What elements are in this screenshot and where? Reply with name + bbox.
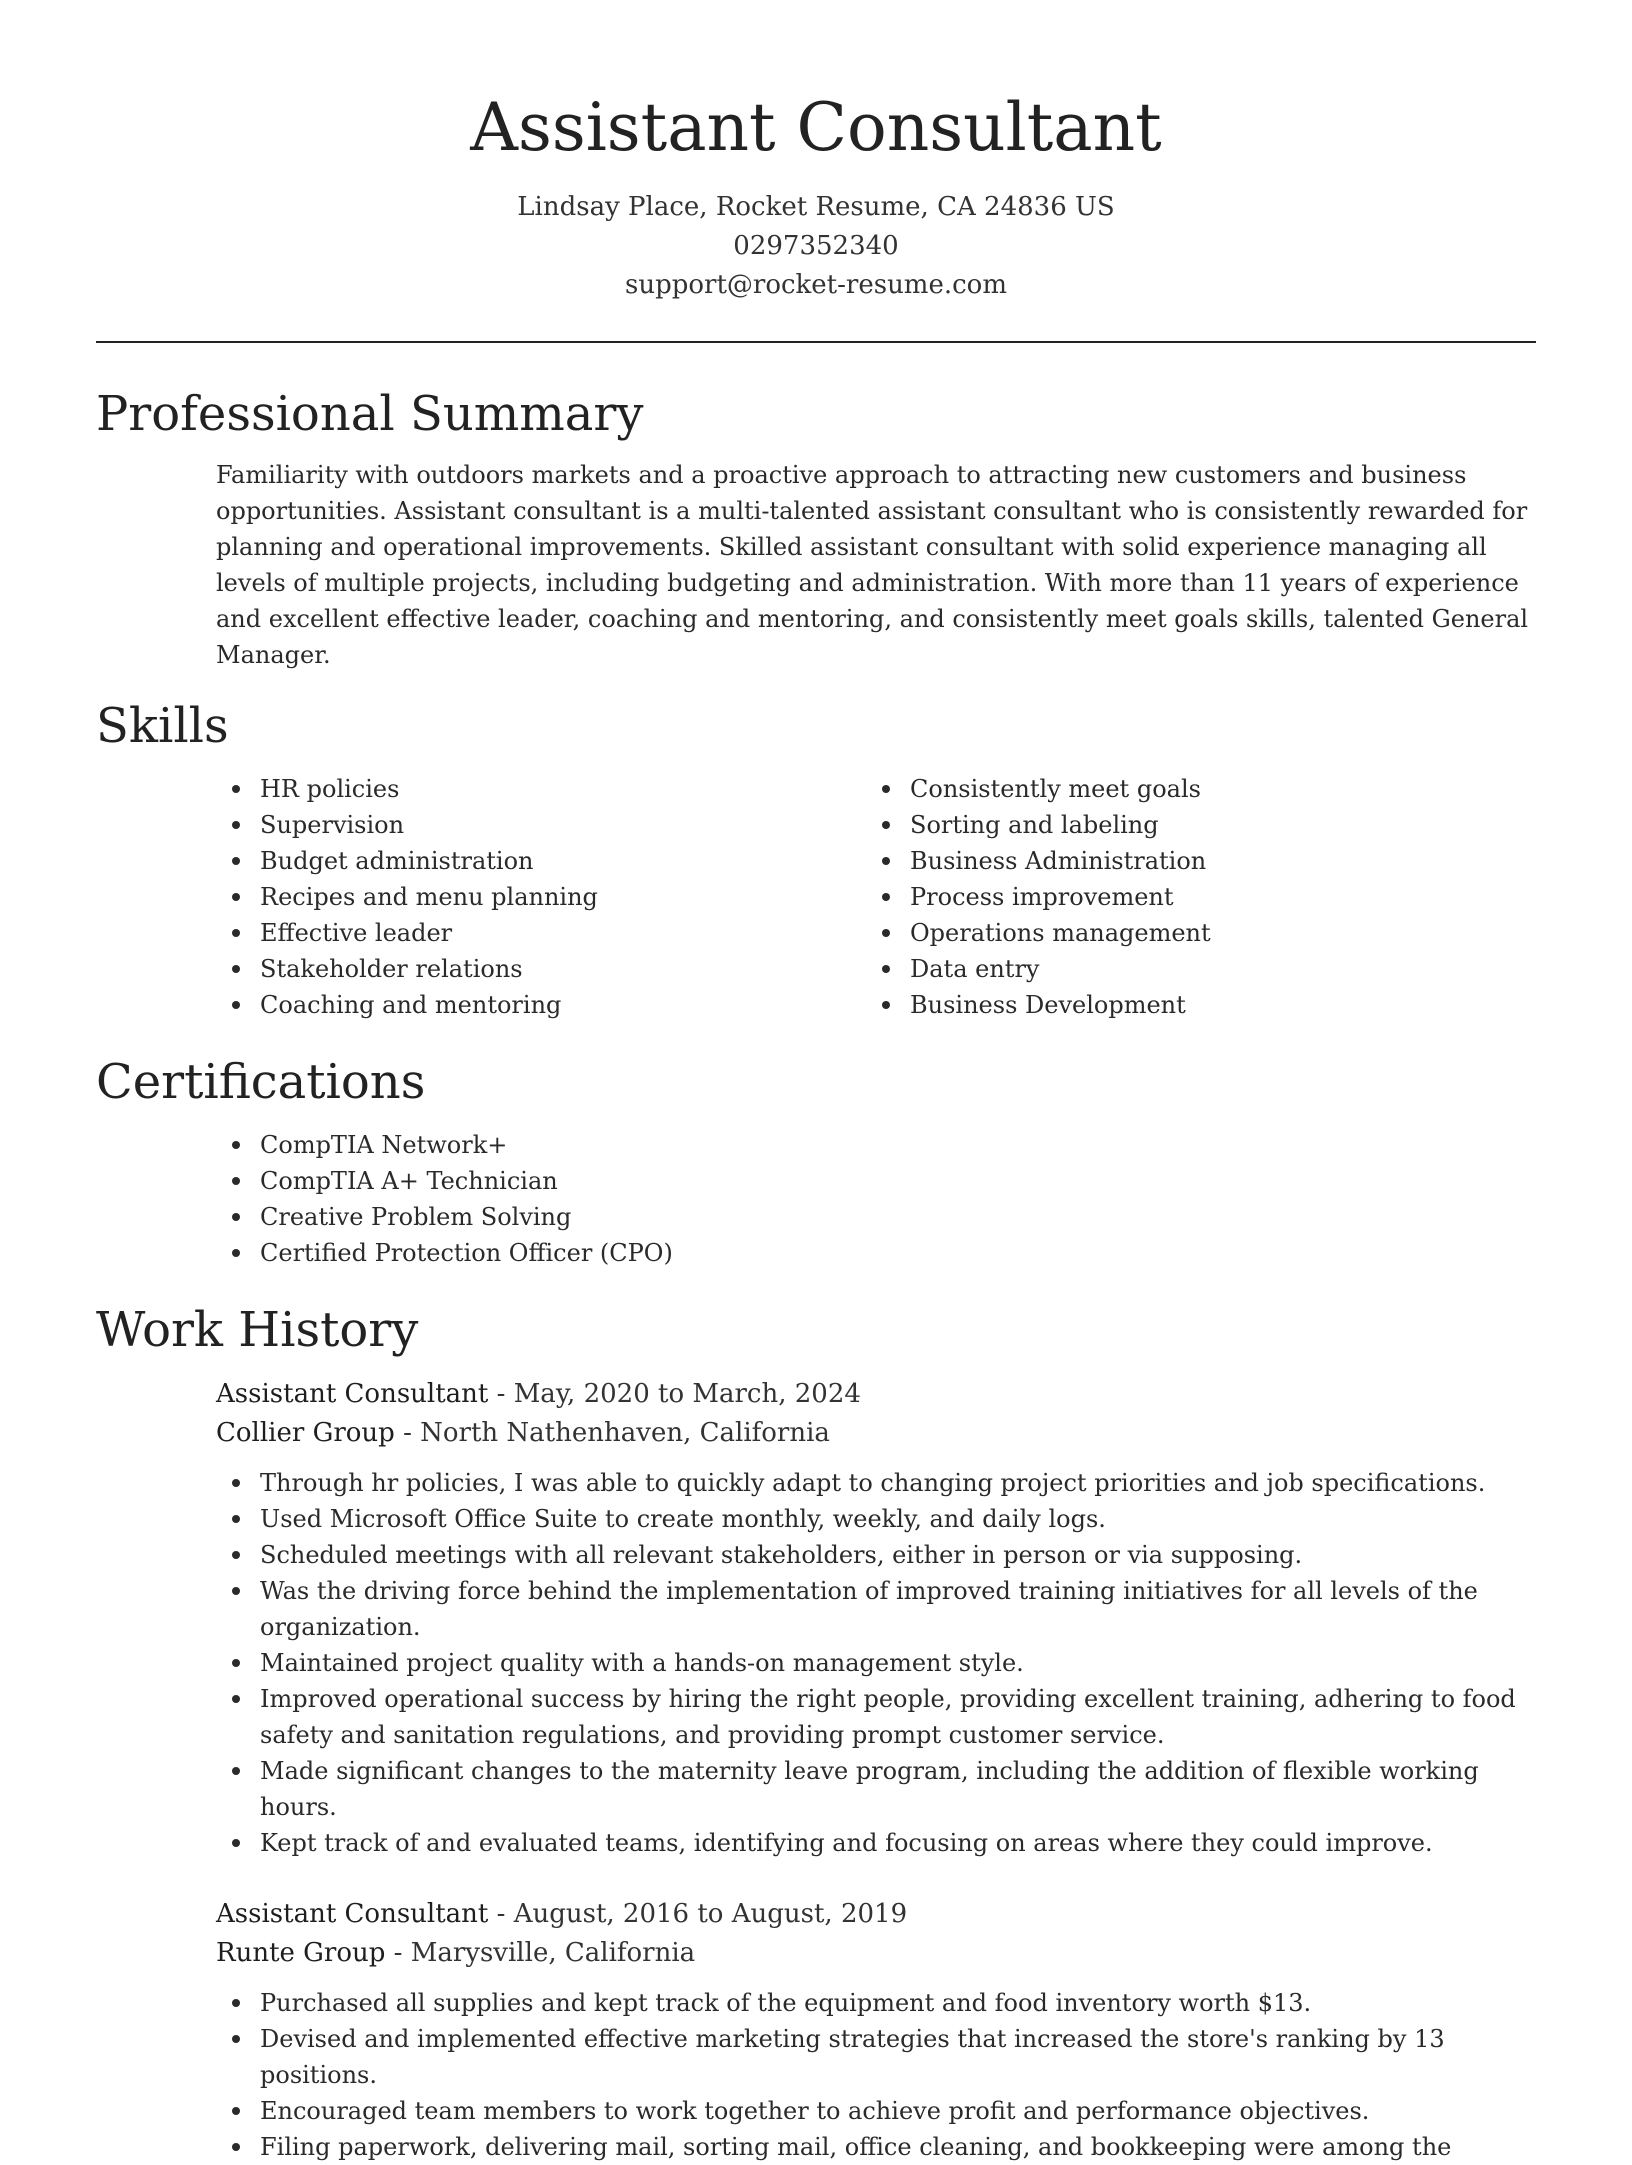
job-bullet: Was the driving force behind the implementation of improved training initiatives for all levels of the organization.: [216, 1573, 1536, 1645]
job-bullet-list: [216, 1465, 1536, 1861]
certification-item: CompTIA Network+: [216, 1127, 1536, 1163]
skill-item: Budget administration: [216, 843, 866, 879]
resume-header: [0, 0, 1632, 305]
job-company-line: [216, 1934, 1536, 1973]
job-bullet: Filing paperwork, delivering mail, sorting mail, office cleaning, and bookkeeping were among the: [216, 2129, 1536, 2165]
work-history-section: [96, 1299, 1536, 2165]
skill-item: Stakeholder relations: [216, 951, 866, 987]
candidate-name: Assistant Consultant: [470, 89, 1162, 166]
job-bullet: Through hr policies, I was able to quickly adapt to changing project priorities and job specifications.: [216, 1465, 1536, 1501]
certification-item: Creative Problem Solving: [216, 1199, 1536, 1235]
work-history-heading: Work History: [96, 1302, 419, 1358]
skill-item: Business Administration: [866, 843, 1466, 879]
job-title: Assistant Consultant: [216, 1379, 489, 1409]
job-bullet: Purchased all supplies and kept track of the equipment and food inventory worth $13.: [216, 1985, 1536, 2021]
skills-columns: [216, 771, 1536, 1023]
job-bullet: Kept track of and evaluated teams, identifying and focusing on areas where they could improve.: [216, 1825, 1536, 1861]
skill-item: Recipes and menu planning: [216, 879, 866, 915]
certifications-heading: Certifications: [96, 1054, 426, 1110]
contact-email: support@rocket-resume.com: [624, 270, 1007, 300]
job-bullet: Devised and implemented effective marketing strategies that increased the store's ranking by 13 positions.: [216, 2021, 1536, 2093]
summary-section: [96, 383, 1536, 673]
certification-item: Certified Protection Officer (CPO): [216, 1235, 1536, 1271]
header-divider: [96, 341, 1536, 343]
summary-heading: Professional Summary: [96, 386, 644, 442]
skills-list-right: [866, 771, 1466, 1023]
job-bullet-list: [216, 1985, 1536, 2165]
job-bullet: Encouraged team members to work together to achieve profit and performance objectives.: [216, 2093, 1536, 2129]
certifications-section: [96, 1051, 1536, 1271]
job-location: - North Nathenhaven, California: [394, 1418, 830, 1448]
job-bullet: Improved operational success by hiring the right people, providing excellent training, adhering to food safety and sanitation regulations, and providing prompt customer service.: [216, 1681, 1536, 1753]
summary-text: Familiarity with outdoors markets and a proactive approach to attracting new customers and business opportunities. Assistant consultant is a multi-talented assistant consultant who is consistently rewarded for planning and operational improvements. Skilled assistant consultant with solid experience managing all levels of multiple projects, including budgeting and administration. With more than 11 years of experience and excellent effective leader, coaching and mentoring, and consistently meet goals skills, talented General Manager.: [216, 461, 1529, 669]
job-company-line: [216, 1414, 1536, 1453]
skill-item: Operations management: [866, 915, 1466, 951]
skill-item: Effective leader: [216, 915, 866, 951]
job-bullet: Made significant changes to the maternity leave program, including the addition of flexible working hours.: [216, 1753, 1536, 1825]
job-dates: - May, 2020 to March, 2024: [488, 1379, 861, 1409]
contact-info: [0, 188, 1632, 305]
skills-section: [96, 695, 1536, 1023]
job-title-line: [216, 1895, 1536, 1934]
skill-item: Sorting and labeling: [866, 807, 1466, 843]
skill-item: Business Development: [866, 987, 1466, 1023]
skill-item: Process improvement: [866, 879, 1466, 915]
skill-item: Coaching and mentoring: [216, 987, 866, 1023]
contact-address: Lindsay Place, Rocket Resume, CA 24836 US: [517, 192, 1115, 222]
job-entry: [216, 1895, 1536, 2165]
skills-list-left: [216, 771, 866, 1023]
job-bullet: Used Microsoft Office Suite to create monthly, weekly, and daily logs.: [216, 1501, 1536, 1537]
job-location: - Marysville, California: [385, 1938, 696, 1968]
job-company: Collier Group: [216, 1418, 395, 1448]
certifications-list: [216, 1127, 1536, 1271]
skills-heading: Skills: [96, 698, 229, 754]
skill-item: Consistently meet goals: [866, 771, 1466, 807]
skill-item: Supervision: [216, 807, 866, 843]
job-company: Runte Group: [216, 1938, 386, 1968]
job-title-line: [216, 1375, 1536, 1414]
job-dates: - August, 2016 to August, 2019: [488, 1899, 908, 1929]
job-bullet: Maintained project quality with a hands-on management style.: [216, 1645, 1536, 1681]
certification-item: CompTIA A+ Technician: [216, 1163, 1536, 1199]
job-title: Assistant Consultant: [216, 1899, 489, 1929]
job-entry: [216, 1375, 1536, 1861]
contact-phone: 0297352340: [733, 231, 899, 261]
job-bullet: Scheduled meetings with all relevant stakeholders, either in person or via supposing.: [216, 1537, 1536, 1573]
skill-item: HR policies: [216, 771, 866, 807]
skill-item: Data entry: [866, 951, 1466, 987]
